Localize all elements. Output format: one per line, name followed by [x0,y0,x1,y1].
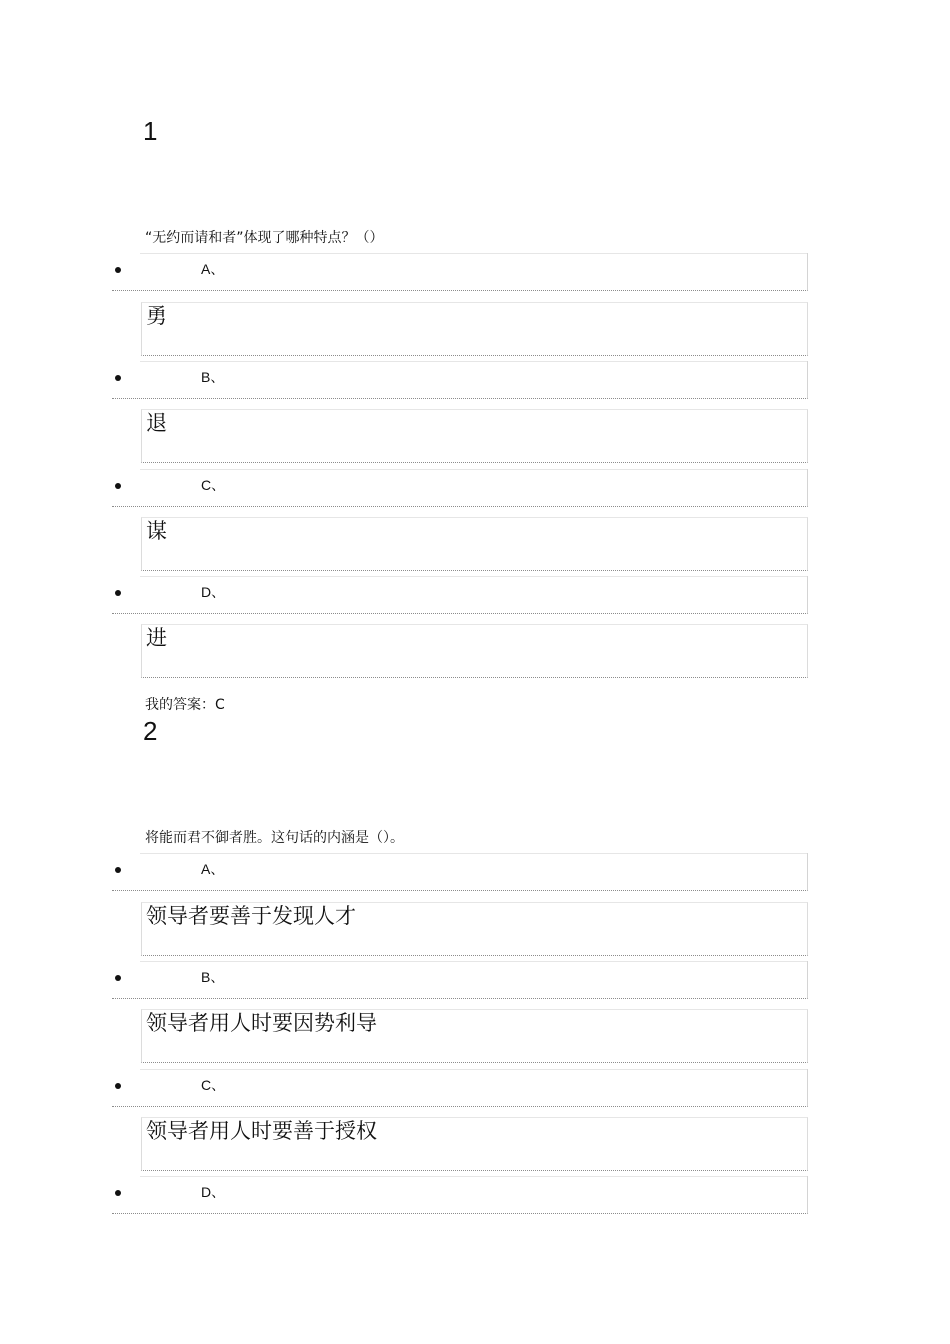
option-content-b [141,409,808,463]
option-text: 勇 [146,304,167,328]
option-content-c [141,517,808,571]
bullet-icon [115,483,121,489]
option-row-a[interactable] [112,853,808,891]
option-row-b[interactable] [112,361,808,399]
option-content-c [141,1117,808,1171]
question-number: 1 [143,116,158,146]
option-text: 退 [146,411,167,435]
bullet-icon [115,867,121,873]
option-letter: B、 [201,969,225,985]
option-content-b [141,1009,808,1063]
option-letter: A、 [201,861,225,877]
option-letter: D、 [201,584,226,600]
option-row-d[interactable] [112,1176,808,1214]
question-text: “无约而请和者”体现了哪种特点？（） [145,230,384,246]
option-letter: D、 [201,1184,226,1200]
option-text: 领导者用人时要因势利导 [146,1011,377,1035]
divider [140,1069,807,1070]
bullet-icon [115,1190,121,1196]
option-text: 领导者要善于发现人才 [146,904,356,928]
divider [140,576,807,577]
option-letter: B、 [201,369,225,385]
bullet-icon [115,1083,121,1089]
divider [140,1176,807,1177]
option-row-c[interactable] [112,469,808,507]
option-row-c[interactable] [112,1069,808,1107]
option-letter: A、 [201,261,225,277]
bullet-icon [115,375,121,381]
bullet-icon [115,975,121,981]
option-content-a [141,902,808,956]
bullet-icon [115,590,121,596]
option-text: 进 [146,626,167,650]
divider [140,361,807,362]
divider [140,961,807,962]
divider [140,853,807,854]
bullet-icon [115,267,121,273]
option-content-d [141,624,808,678]
option-content-a [141,302,808,356]
divider [140,469,807,470]
question-text: 将能而君不御者胜。这句话的内涵是（）。 [145,830,404,846]
question-number: 2 [143,716,158,746]
option-text: 领导者用人时要善于授权 [146,1119,377,1143]
option-letter: C、 [201,477,226,493]
option-letter: C、 [201,1077,226,1093]
my-answer: 我的答案：C [145,697,225,713]
option-text: 谋 [146,519,167,543]
option-row-d[interactable] [112,576,808,614]
divider [140,253,807,254]
option-row-a[interactable] [112,253,808,291]
option-row-b[interactable] [112,961,808,999]
